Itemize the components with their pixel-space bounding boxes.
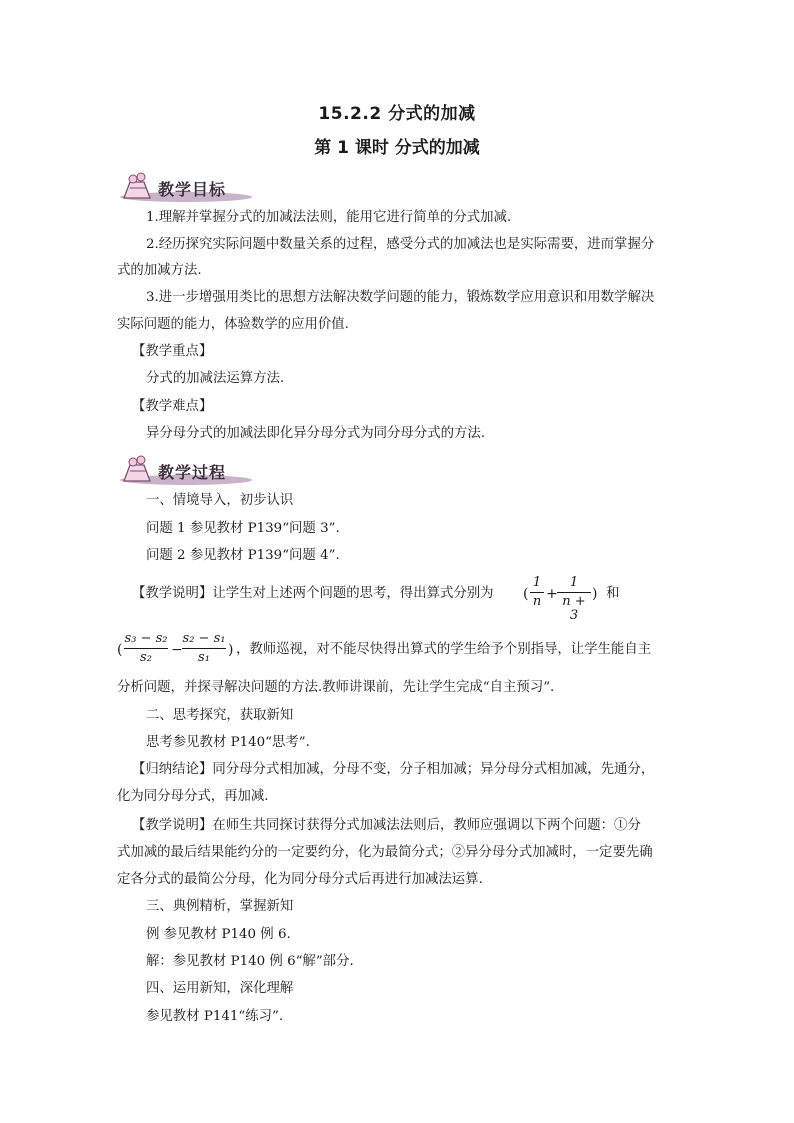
section-banner-goals: [116, 170, 256, 204]
goal-item-3: 3.进一步增强用类比的思想方法解决数学问题的能力，锻炼数学应用意识和用数学解决: [146, 290, 655, 305]
section-3-heading: 三、典例精析，掌握新知: [146, 899, 294, 914]
section-1-heading: 一、情境导入，初步认识: [146, 493, 294, 508]
banner-label: 教学目标: [158, 180, 227, 199]
lesson-subtitle: 第 1 课时 分式的加减: [314, 138, 480, 158]
teaching-note-1-end: 分析问题，并探寻解决问题的方法.教师讲课前，先让学生完成“自主预习”.: [117, 680, 555, 695]
key-point-text: 分式的加减法运算方法.: [146, 371, 285, 386]
fraction-s2-s1: s₂ − s₁ s₁: [182, 631, 226, 665]
solution-reference: 解：参见教材 P140 例 6“解”部分.: [146, 954, 354, 969]
section-2-heading: 二、思考探究，获取新知: [146, 708, 294, 723]
key-point-label: 【教学重点】: [132, 344, 213, 359]
practice-reference: 参见教材 P141“练习”.: [146, 1009, 284, 1024]
think-reference: 思考参见教材 P140“思考”.: [146, 735, 310, 750]
page-title: 15.2.2 分式的加减: [318, 104, 476, 124]
question-1: 问题 1 参见教材 P139“问题 3”.: [146, 521, 340, 536]
section-banner-process: [116, 453, 256, 487]
banner-label: 教学过程: [158, 463, 227, 482]
fraction-1-over-n: 1 n: [530, 576, 544, 609]
teaching-note-2-cont: 式加减的最后结果能约分的一定要约分，化为最简分式；②异分母分式加减时，一定要先确: [117, 845, 653, 860]
question-2: 问题 2 参见教材 P139“问题 4”.: [146, 548, 340, 563]
goal-item-2: 2.经历探究实际问题中数量关系的过程，感受分式的加减法也是实际需要，进而掌握分: [146, 237, 655, 252]
goal-item-2-cont: 式的加减方法.: [117, 263, 202, 278]
conclusion-cont: 化为同分母分式，再加减.: [117, 789, 269, 804]
difficulty-text: 异分母分式的加减法即化异分母分式为同分母分式的方法.: [146, 426, 486, 441]
section-4-heading: 四、运用新知，深化理解: [146, 981, 294, 996]
fraction-1-over-n-plus-3: 1 n + 3: [557, 576, 591, 623]
teaching-note-1-cont: ，教师巡视，对不能尽快得出算式的学生给予个别指导，让学生能自主: [236, 642, 652, 657]
example-reference: 例 参见教材 P140 例 6.: [146, 927, 291, 942]
paren-close: ): [228, 642, 234, 658]
paren-close: ): [592, 586, 598, 602]
teaching-note-2-end: 定各分式的最简公分母，化为同分母分式后再进行加减法运算.: [117, 872, 483, 887]
goal-item-1: 1.理解并掌握分式的加减法法则，能用它进行简单的分式加减.: [146, 210, 512, 225]
and-word: 和: [606, 586, 620, 601]
plus-sign: +: [546, 586, 558, 602]
teaching-note-1: 【教学说明】让学生对上述两个问题的思考，得出算式分别为: [132, 586, 494, 601]
teaching-note-2: 【教学说明】在师生共同探讨获得分式加减法法则后，教师应强调以下两个问题：①分: [132, 818, 641, 833]
conclusion: 【归纳结论】同分母分式相加减，分母不变，分子相加减；异分母分式相加减，先通分，: [132, 762, 655, 777]
fraction-s3-s2: s₃ − s₂ s₂: [124, 631, 168, 665]
goal-item-3-cont: 实际问题的能力，体验数学的应用价值.: [117, 317, 349, 332]
paren-open: (: [523, 586, 529, 602]
paren-open: (: [117, 642, 123, 658]
minus-sign: −: [171, 642, 183, 658]
difficulty-label: 【教学难点】: [132, 399, 213, 414]
